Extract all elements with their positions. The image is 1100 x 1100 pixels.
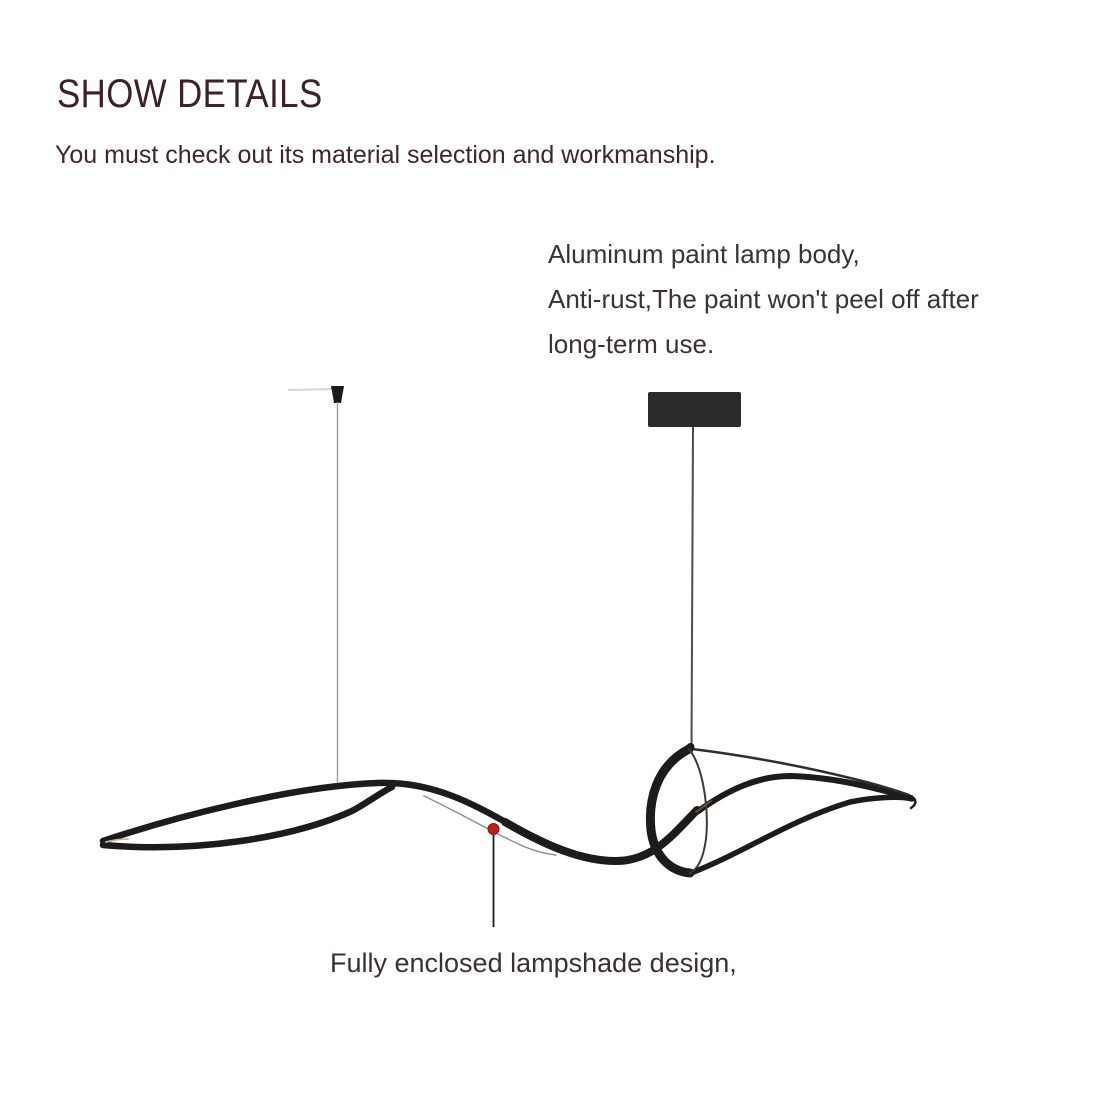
lampshade-curve: [103, 783, 516, 841]
lamp-loop: [650, 749, 690, 873]
callout-lampshade: Fully enclosed lampshade design,: [330, 948, 737, 978]
lampshade-curve: [691, 797, 912, 873]
ceiling-line: [288, 389, 334, 390]
lampshade-curve: [103, 787, 392, 847]
page-title: SHOW DETAILS: [57, 72, 323, 116]
callout-material-line: Anti-rust,The paint won't peel off after: [548, 284, 979, 314]
callout-dot-icon: [488, 824, 499, 835]
callout-material-line: Aluminum paint lamp body,: [548, 239, 860, 269]
lamp-body: [103, 749, 915, 873]
callout-material-line: long-term use.: [548, 329, 715, 359]
ceiling-canopy: [648, 392, 741, 427]
lampshade-curve: [505, 810, 697, 861]
cord-connector-icon: [331, 386, 344, 403]
lampshade-curve: [697, 776, 911, 812]
suspension-wire-right: [692, 427, 694, 747]
page-subtitle: You must check out its material selection and workmanship.: [55, 141, 716, 169]
